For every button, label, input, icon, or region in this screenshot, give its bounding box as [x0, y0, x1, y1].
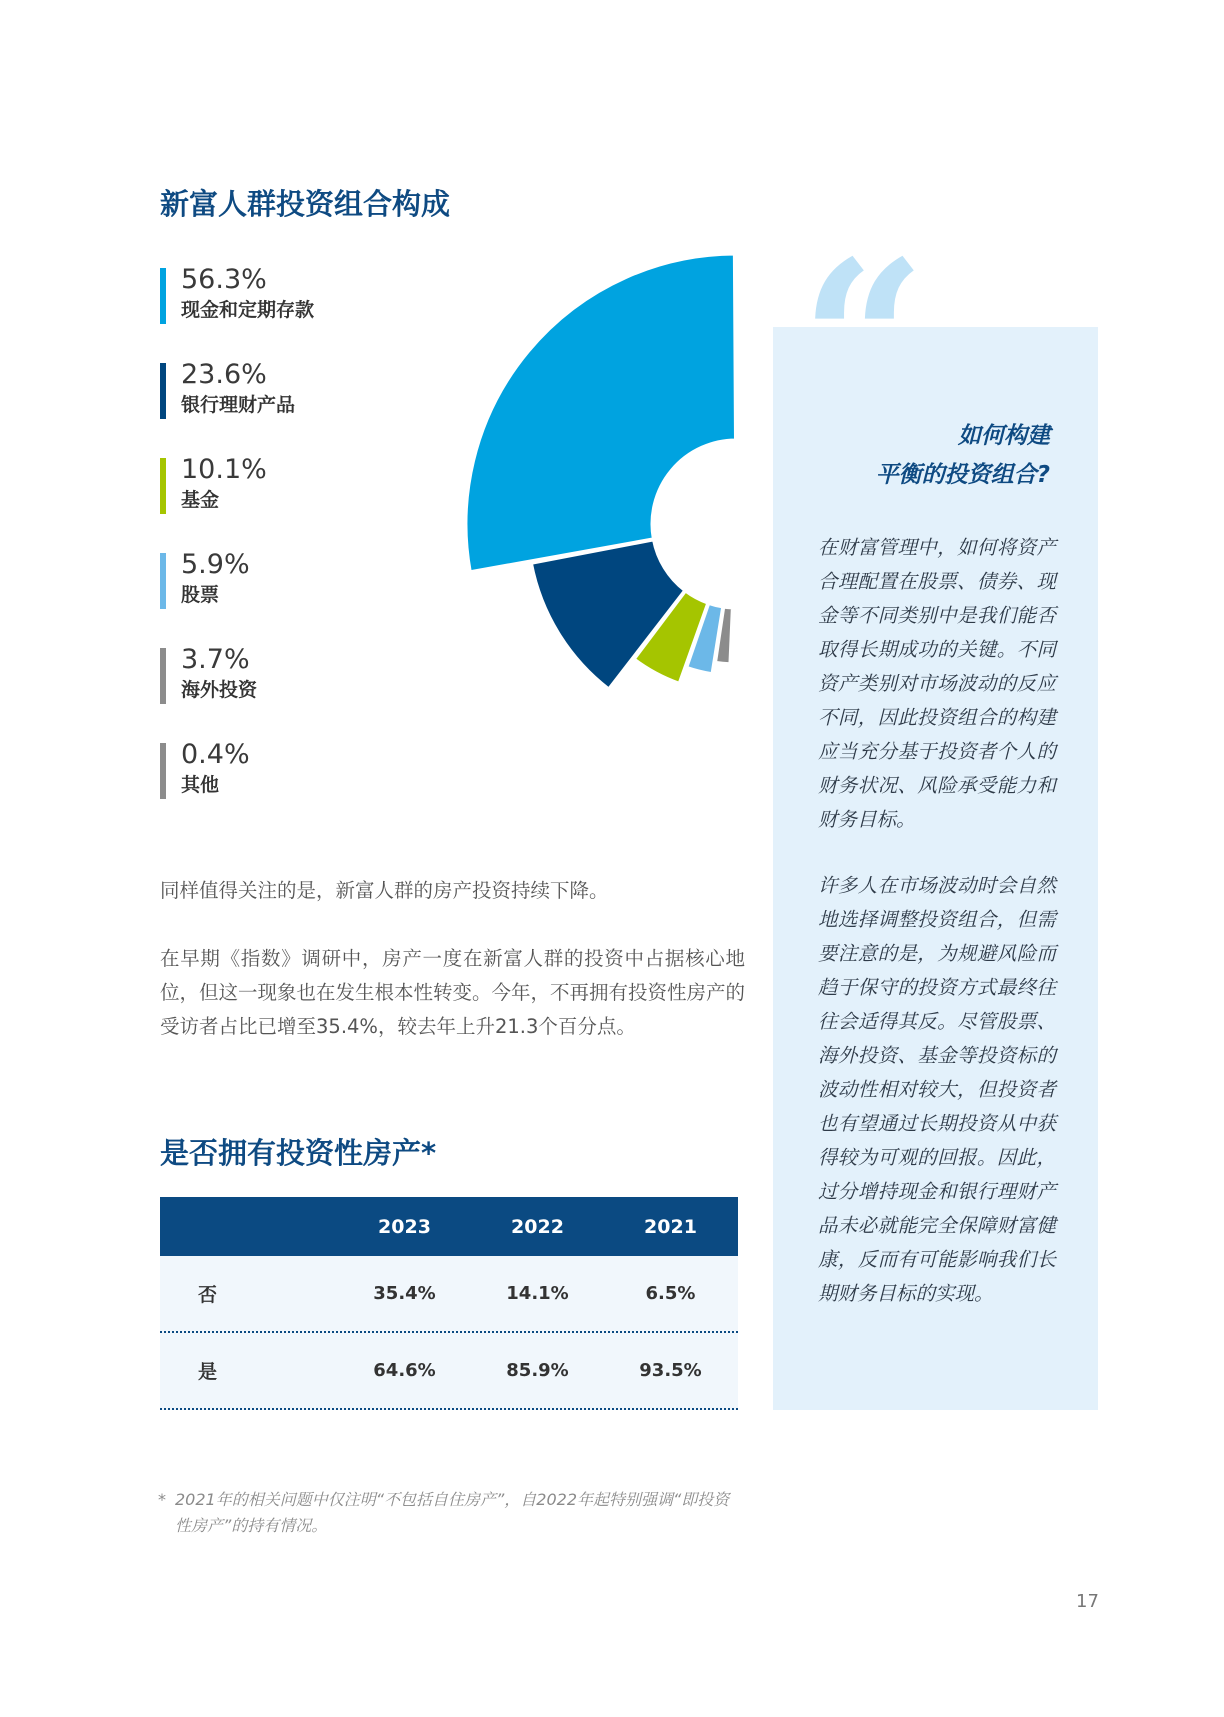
- footnote-text: 2021年的相关问题中仅注明“不包括自住房产”，自2022年起特别强调“即投资性房产”的持有情况。: [175, 1490, 730, 1535]
- table-row-label: 否: [198, 1284, 218, 1306]
- legend-swatch-stocks: [160, 553, 166, 609]
- legend-item-other: [160, 739, 400, 834]
- legend-swatch-funds: [160, 458, 166, 514]
- legend-value: 23.6%: [181, 359, 267, 390]
- table-cell: 93.5%: [639, 1360, 702, 1381]
- pie-slice-6: [733, 608, 736, 634]
- legend-label: 海外投资: [181, 679, 258, 701]
- footnote: [160, 1487, 740, 1539]
- page-number: 17: [1076, 1591, 1099, 1612]
- table-cell: 14.1%: [506, 1283, 569, 1304]
- legend-value: 3.7%: [181, 644, 250, 675]
- legend-label: 现金和定期存款: [181, 299, 315, 321]
- quote-heading-line-1: 如何构建: [958, 423, 1050, 449]
- legend-item-overseas: [160, 644, 400, 739]
- legend-label: 股票: [181, 584, 220, 606]
- table-header-cell: 2023: [378, 1215, 431, 1238]
- property-section-title: 是否拥有投资性房产*: [160, 1136, 437, 1170]
- legend-label: 银行理财产品: [181, 394, 296, 416]
- chart-legend: [160, 264, 400, 834]
- table-row: [160, 1333, 738, 1410]
- quote-paragraph-1: 在财富管理中，如何将资产合理配置在股票、债券、现金等不同类别中是我们能否取得长期成功的关键。不同资产类别对市场波动的反应不同，因此投资组合的构建应当充分基于投资者个人的财务状况、风险承受能力和财务目标。: [818, 536, 1056, 831]
- table-header-cell: 2021: [644, 1215, 697, 1238]
- legend-swatch-other: [160, 743, 166, 799]
- legend-value: 56.3%: [181, 264, 267, 295]
- body-paragraph-2: 在早期《指数》调研中，房产一度在新富人群的投资中占据核心地位，但这一现象也在发生根本性转变。今年，不再拥有投资性房产的受访者占比已增至35.4%，较去年上升21.3个百分点。: [160, 947, 746, 1038]
- table-header-cell: 2022: [511, 1215, 564, 1238]
- body-paragraph-1: 同样值得关注的是，新富人群的房产投资持续下降。: [160, 879, 609, 902]
- table-row-label: 是: [198, 1361, 218, 1383]
- table-cell: 64.6%: [373, 1360, 436, 1381]
- legend-value: 5.9%: [181, 549, 250, 580]
- table-cell: 85.9%: [506, 1360, 569, 1381]
- pie-slice-1: [466, 254, 735, 572]
- footnote-marker: *: [158, 1490, 166, 1509]
- legend-value: 0.4%: [181, 739, 250, 770]
- legend-swatch-bank-wealth: [160, 363, 166, 419]
- legend-label: 其他: [181, 774, 220, 796]
- property-table: [160, 1197, 738, 1410]
- quote-mark-icon: “: [800, 212, 927, 471]
- portfolio-pie-chart: [380, 240, 760, 820]
- legend-swatch-overseas: [160, 648, 166, 704]
- quote-heading-line-2: 平衡的投资组合?: [875, 462, 1050, 488]
- table-cell: 35.4%: [373, 1283, 436, 1304]
- legend-item-cash: [160, 264, 400, 359]
- legend-value: 10.1%: [181, 454, 267, 485]
- quote-paragraph-2: 许多人在市场波动时会自然地选择调整投资组合，但需要注意的是，为规避风险而趋于保守的投资方式最终往往会适得其反。尽管股票、海外投资、基金等投资标的波动性相对较大，但投资者也有望通过长期投资从中获得较为可观的回报。因此，过分增持现金和银行理财产品未必就能完全保障财富健康，反而有可能影响我们长期财务目标的实现。: [818, 874, 1056, 1305]
- legend-item-stocks: [160, 549, 400, 644]
- table-cell: 6.5%: [645, 1283, 696, 1304]
- legend-item-bank-wealth: [160, 359, 400, 454]
- quote-heading: [790, 417, 1050, 495]
- legend-label: 基金: [181, 489, 220, 511]
- table-header: [160, 1197, 738, 1256]
- legend-item-funds: [160, 454, 400, 549]
- portfolio-section-title: 新富人群投资组合构成: [160, 187, 451, 221]
- table-row: [160, 1256, 738, 1333]
- legend-swatch-cash: [160, 268, 166, 324]
